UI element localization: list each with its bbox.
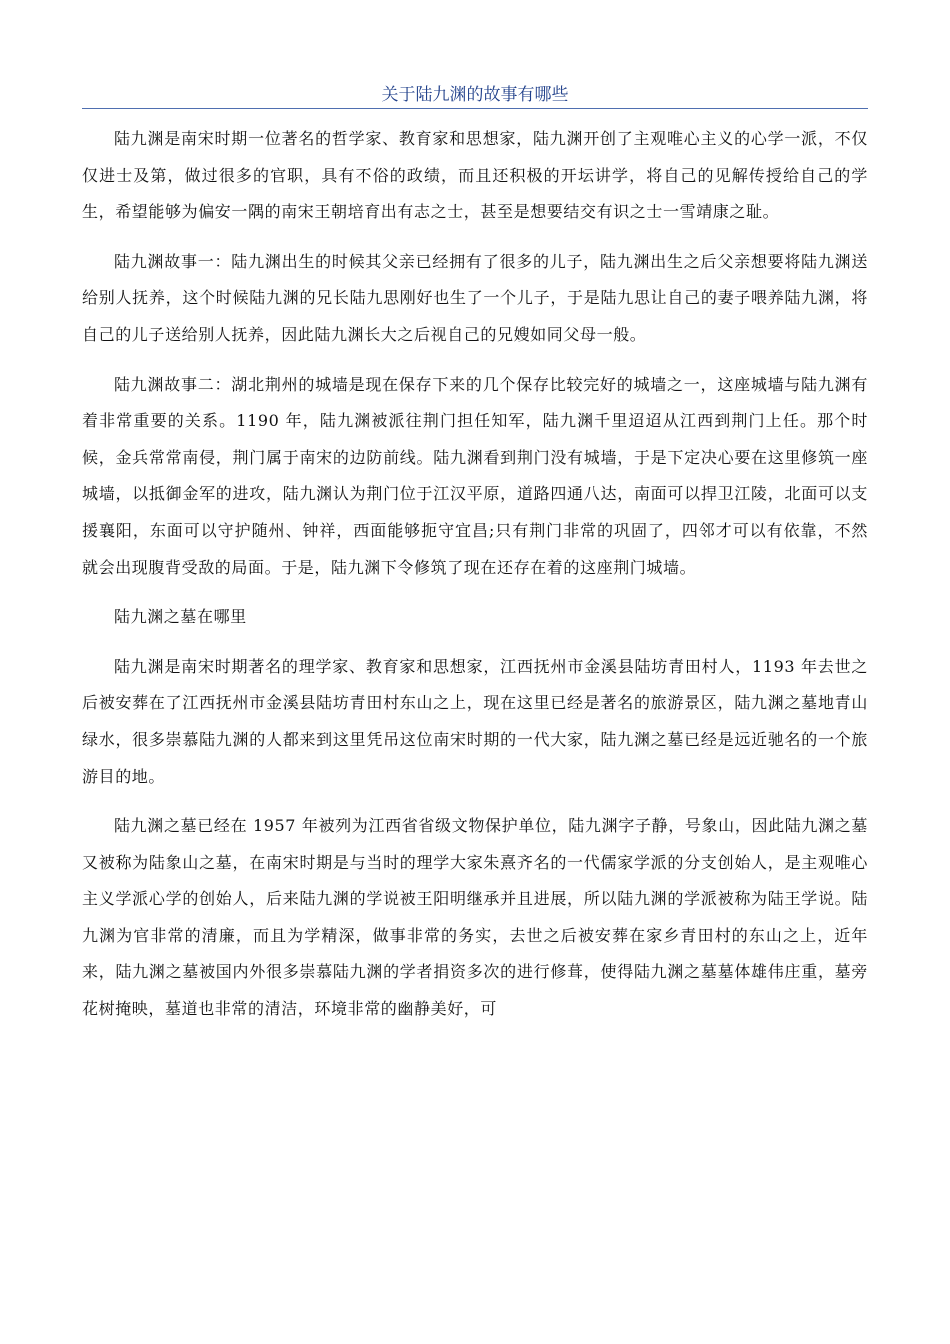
paragraph-tomb-location: 陆九渊是南宋时期著名的理学家、教育家和思想家，江西抚州市金溪县陆坊青田村人，1193 年去世之后被安葬在了江西抚州市金溪县陆坊青田村东山之上，现在这里已经是著名的旅游景区，陆九渊之墓地青山绿水，很多崇慕陆九渊的人都来到这里凭吊这位南宋时期的一代大家，陆九渊之墓已经是远近驰名的一个旅游目的地。 (82, 656, 868, 786)
paragraph-story-two: 陆九渊故事二：湖北荆州的城墙是现在保存下来的几个保存比较完好的城墙之一，这座城墙与陆九渊有着非常重要的关系。1190 年，陆九渊被派往荆门担任知军，陆九渊千里迢迢从江西到荆门上任。那个时候，金兵常常南侵，荆门属于南宋的边防前线。陆九渊看到荆门没有城墙，于是下定决心要在这里修筑一座城墙，以抵御金军的进攻，陆九渊认为荆门位于江汉平原，道路四通八达，南面可以捍卫江陵，北面可以支援襄阳，东面可以守护随州、钟祥，西面能够扼守宜昌;只有荆门非常的巩固了，四邻才可以有依靠，不然就会出现腹背受敌的局面。于是，陆九渊下令修筑了现在还存在着的这座荆门城墙。 (82, 374, 868, 577)
page-header-title: 关于陆九渊的故事有哪些 (381, 85, 569, 105)
header-divider (82, 108, 868, 109)
paragraph-story-one: 陆九渊故事一：陆九渊出生的时候其父亲已经拥有了很多的儿子，陆九渊出生之后父亲想要将陆九渊送给别人抚养，这个时候陆九渊的兄长陆九思刚好也生了一个儿子，于是陆九思让自己的妻子喂养陆九渊，将自己的儿子送给别人抚养，因此陆九渊长大之后视自己的兄嫂如同父母一般。 (82, 251, 868, 344)
paragraph-tomb-history: 陆九渊之墓已经在 1957 年被列为江西省省级文物保护单位，陆九渊字子静，号象山，因此陆九渊之墓又被称为陆象山之墓，在南宋时期是与当时的理学大家朱熹齐名的一代儒家学派的分支创始人，是主观唯心主义学派心学的创始人，后来陆九渊的学说被王阳明继承并且进展，所以陆九渊的学派被称为陆王学说。陆九渊为官非常的清廉，而且为学精深，做事非常的务实，去世之后被安葬在家乡青田村的东山之上，近年来，陆九渊之墓被国内外很多崇慕陆九渊的学者捐资多次的进行修葺，使得陆九渊之墓墓体雄伟庄重，墓旁花树掩映，墓道也非常的清洁，环境非常的幽静美好，可 (82, 816, 868, 1019)
section-heading-tomb: 陆九渊之墓在哪里 (114, 607, 247, 627)
paragraph-intro: 陆九渊是南宋时期一位著名的哲学家、教育家和思想家，陆九渊开创了主观唯心主义的心学一派，不仅仅进士及第，做过很多的官职，具有不俗的政绩，而且还积极的开坛讲学，将自己的见解传授给自己的学生，希望能够为偏安一隅的南宋王朝培育出有志之士，甚至是想要结交有识之士一雪靖康之耻。 (82, 129, 868, 222)
document-body (82, 121, 868, 1041)
